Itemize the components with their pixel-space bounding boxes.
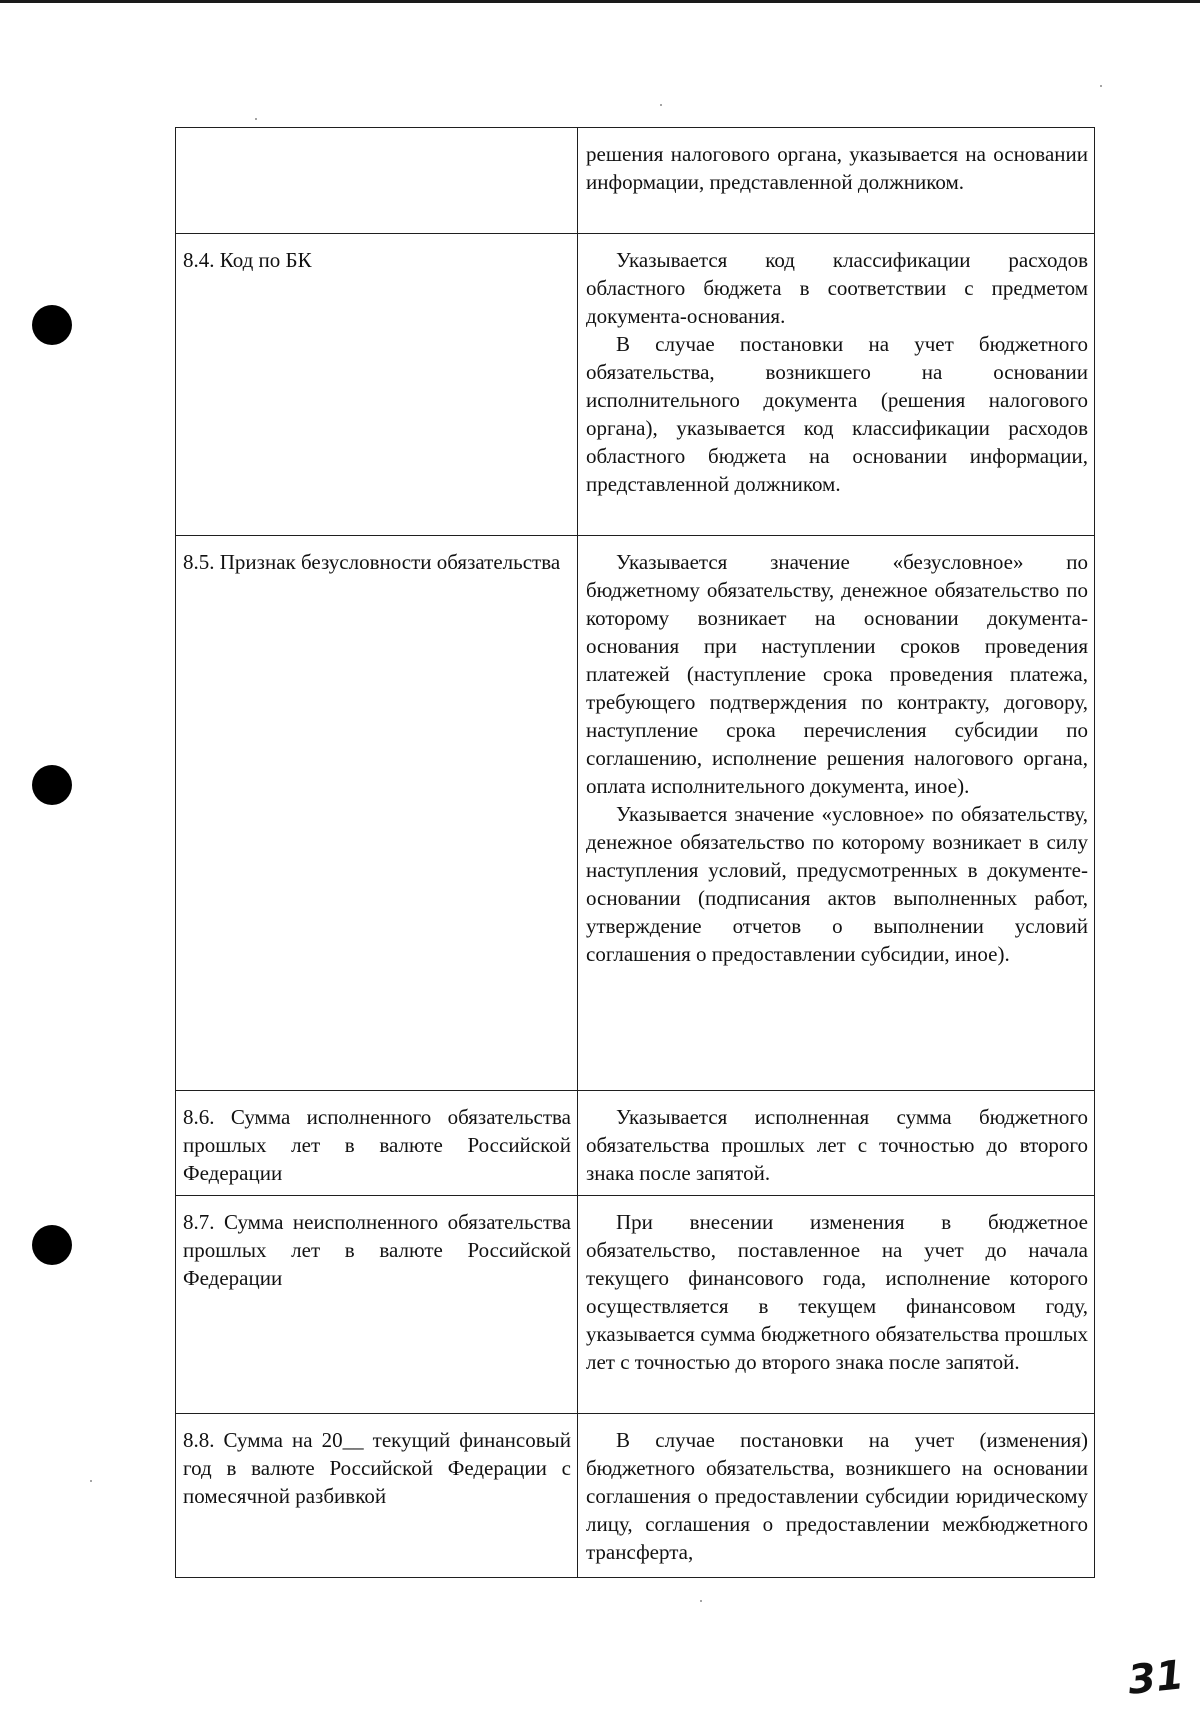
table-row	[176, 234, 1095, 536]
scan-noise	[90, 1480, 92, 1482]
field-name: 8.4. Код по БК	[183, 248, 312, 272]
punch-hole	[32, 1225, 72, 1265]
punch-hole	[32, 765, 72, 805]
field-name-cell	[176, 1414, 578, 1578]
table-row	[176, 536, 1095, 1091]
description-paragraph: При внесении изменения в бюджетное обязательство, поставленное на учет до начала текущего финансового года, исполнение которого осуществляется в текущем финансовом году, указывается сумма бюджетного обязательства прошлых лет с точностью до второго знака после запятой.	[586, 1210, 1088, 1374]
page-number: 31	[1125, 1652, 1186, 1704]
table-row	[176, 1196, 1095, 1414]
description-paragraph: Указывается исполненная сумма бюджетного обязательства прошлых лет с точностью до второго знака после запятой.	[586, 1105, 1088, 1185]
field-name-cell	[176, 1196, 578, 1414]
field-description-cell	[578, 1414, 1095, 1578]
field-description-cell	[578, 234, 1095, 536]
field-name-cell	[176, 128, 578, 234]
table-row	[176, 128, 1095, 234]
table-row	[176, 1091, 1095, 1196]
field-name: 8.8. Сумма на 20__ текущий финансовый год в валюте Российской Федерации с помесячной разбивкой	[183, 1428, 571, 1508]
scan-noise	[700, 1600, 702, 1602]
description-paragraph: В случае постановки на учет бюджетного обязательства, возникшего на основании исполнительного документа (решения налогового органа), указывается код классификации расходов областного бюджета на основании информации, представленной должником.	[586, 332, 1088, 496]
description-paragraph: Указывается значение «безусловное» по бюджетному обязательству, денежное обязательство по которому возникает на основании документа-основания при наступлении сроков проведения платежей (наступление срока проведения платежа, требующего подтверждения по контракту, договору, наступление срока перечисления субсидии по соглашению, исполнение решения налогового органа, оплата исполнительного документа, иное).	[586, 550, 1088, 798]
field-name: 8.5. Признак безусловности обязательства	[183, 550, 561, 574]
scan-top-edge	[0, 0, 1200, 3]
field-name-cell	[176, 234, 578, 536]
description-paragraph: решения налогового органа, указывается на основании информации, представленной должником.	[586, 142, 1088, 194]
field-name-cell	[176, 536, 578, 1091]
description-paragraph: Указывается значение «условное» по обязательству, денежное обязательство по которому возникает в силу наступления условий, предусмотренных в документе-основании (подписания актов выполненных работ, утверждение отчетов о выполнении условий соглашения о предоставлении субсидии, иное).	[586, 802, 1088, 966]
description-paragraph: В случае постановки на учет (изменения) бюджетного обязательства, возникшего на основании соглашения о предоставлении субсидии юридическому лицу, соглашения о предоставлении межбюджетного трансферта,	[586, 1428, 1088, 1564]
field-description-cell	[578, 1196, 1095, 1414]
field-description-cell	[578, 128, 1095, 234]
field-name-cell	[176, 1091, 578, 1196]
table-row	[176, 1414, 1095, 1578]
field-name: 8.6. Сумма исполненного обязательства прошлых лет в валюте Российской Федерации	[183, 1105, 571, 1185]
field-description-cell	[578, 1091, 1095, 1196]
punch-hole	[32, 305, 72, 345]
scan-noise	[255, 118, 257, 120]
scan-noise	[660, 104, 662, 106]
document-table	[175, 127, 1095, 1578]
description-paragraph: Указывается код классификации расходов областного бюджета в соответствии с предметом документа-основания.	[586, 248, 1088, 328]
scan-noise	[1100, 85, 1102, 87]
field-name: 8.7. Сумма неисполненного обязательства прошлых лет в валюте Российской Федерации	[183, 1210, 571, 1290]
field-description-cell	[578, 536, 1095, 1091]
